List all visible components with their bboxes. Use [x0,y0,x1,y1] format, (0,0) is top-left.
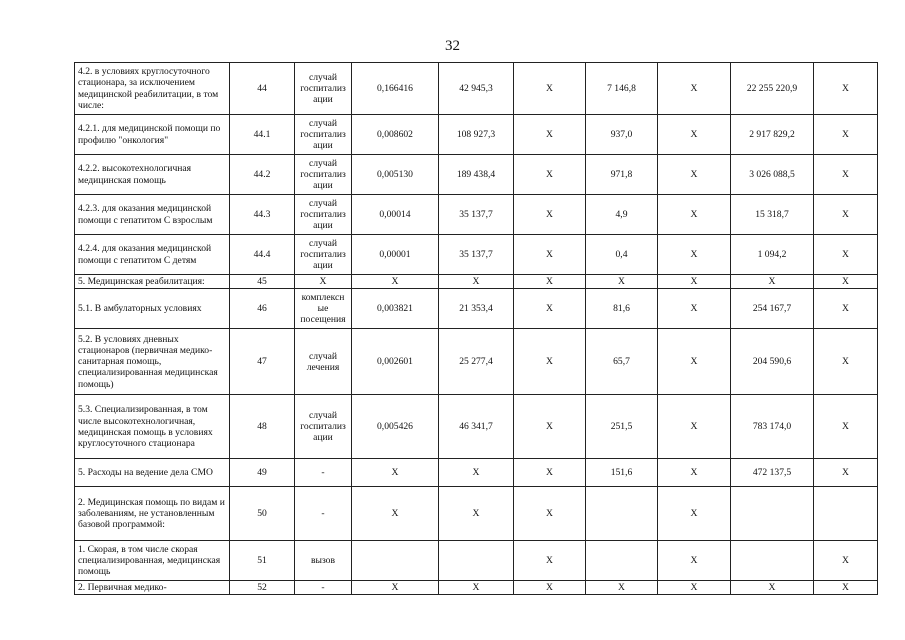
cell-col-x-2: X [658,487,731,541]
cell-per-capita [586,487,658,541]
cell-unit: случай госпитализ ации [295,195,352,235]
cell-total-cost: 254 167,7 [731,289,814,329]
cell-col-x-3: X [814,115,878,155]
cell-row-label: 5.3. Специализированная, в том числе высокотехнологичная, медицинская помощь в условиях круглосуточного стационара [75,395,230,459]
cell-row-label: 5. Медицинская реабилитация: [75,275,230,289]
cell-col-x-2: X [658,235,731,275]
table-row [75,395,878,459]
cell-norm-volume: 0,166416 [352,63,439,115]
cell-col-x-1: X [514,115,586,155]
cell-col-x-2: X [658,275,731,289]
cell-col-x-1: X [514,275,586,289]
cell-norm-cost: 35 137,7 [439,195,514,235]
table-row [75,275,878,289]
cell-col-x-2: X [658,115,731,155]
cell-col-x-1: X [514,329,586,395]
cell-unit: - [295,581,352,595]
cell-norm-volume: X [352,581,439,595]
cell-norm-volume: 0,005130 [352,155,439,195]
table-row [75,459,878,487]
cell-per-capita: 251,5 [586,395,658,459]
cell-row-number: 50 [230,487,295,541]
cell-per-capita: 151,6 [586,459,658,487]
cell-col-x-2: X [658,459,731,487]
cell-unit: случай лечения [295,329,352,395]
cell-row-number: 44.4 [230,235,295,275]
cell-col-x-1: X [514,289,586,329]
cell-row-label: 5. Расходы на ведение дела СМО [75,459,230,487]
cell-row-label: 4.2.1. для медицинской помощи по профилю "онкология" [75,115,230,155]
cell-total-cost: X [731,275,814,289]
cell-unit: - [295,459,352,487]
cell-col-x-3: X [814,155,878,195]
cell-norm-cost: X [439,275,514,289]
cell-col-x-2: X [658,289,731,329]
table-row [75,541,878,581]
cell-row-number: 44.3 [230,195,295,235]
cell-row-label: 2. Первичная медико- [75,581,230,595]
cell-col-x-1: X [514,459,586,487]
cell-unit: случай госпитализ ации [295,115,352,155]
cell-norm-cost [439,541,514,581]
cell-total-cost: X [731,581,814,595]
cell-col-x-3: X [814,195,878,235]
cell-total-cost: 783 174,0 [731,395,814,459]
table-row [75,155,878,195]
cell-norm-cost: 189 438,4 [439,155,514,195]
cell-total-cost: 22 255 220,9 [731,63,814,115]
cell-col-x-3: X [814,289,878,329]
cell-per-capita: 7 146,8 [586,63,658,115]
cell-unit: случай госпитализ ации [295,63,352,115]
cell-row-label: 4.2. в условиях круглосуточного стационара, за исключением медицинской реабилитации, в том числе: [75,63,230,115]
cell-per-capita: 971,8 [586,155,658,195]
cell-per-capita: 4,9 [586,195,658,235]
cell-unit: X [295,275,352,289]
cell-col-x-2: X [658,63,731,115]
cell-unit: вызов [295,541,352,581]
cell-row-number: 44.1 [230,115,295,155]
cell-row-label: 4.2.3. для оказания медицинской помощи с гепатитом С взрослым [75,195,230,235]
cell-per-capita: X [586,275,658,289]
cell-row-number: 51 [230,541,295,581]
cell-unit: комплексн ые посещения [295,289,352,329]
cell-col-x-3 [814,487,878,541]
cell-norm-cost: 25 277,4 [439,329,514,395]
cell-row-label: 5.2. В условиях дневных стационаров (первичная медико-санитарная помощь, специализированная медицинская помощь) [75,329,230,395]
cell-row-number: 52 [230,581,295,595]
cell-row-label: 4.2.2. высокотехнологичная медицинская помощь [75,155,230,195]
cell-norm-cost: 21 353,4 [439,289,514,329]
cell-norm-volume: 0,008602 [352,115,439,155]
cell-norm-cost: X [439,581,514,595]
table-row [75,63,878,115]
cell-norm-volume: 0,005426 [352,395,439,459]
cell-norm-volume: X [352,275,439,289]
cell-per-capita: 81,6 [586,289,658,329]
cell-row-label: 1. Скорая, в том числе скорая специализированная, медицинская помощь [75,541,230,581]
cell-unit: случай госпитализ ации [295,395,352,459]
cell-unit: - [295,487,352,541]
table-row [75,115,878,155]
cell-norm-volume: 0,00014 [352,195,439,235]
cell-col-x-2: X [658,395,731,459]
cell-total-cost: 3 026 088,5 [731,155,814,195]
cell-col-x-1: X [514,63,586,115]
cell-norm-cost: 46 341,7 [439,395,514,459]
cell-col-x-3: X [814,581,878,595]
cell-total-cost: 1 094,2 [731,235,814,275]
cell-total-cost [731,487,814,541]
cell-total-cost [731,541,814,581]
cell-norm-volume: 0,002601 [352,329,439,395]
cell-col-x-3: X [814,235,878,275]
cell-col-x-2: X [658,195,731,235]
cell-row-number: 48 [230,395,295,459]
cell-norm-volume: X [352,459,439,487]
cell-col-x-2: X [658,329,731,395]
cell-norm-volume: 0,00001 [352,235,439,275]
table-row [75,235,878,275]
cell-col-x-1: X [514,487,586,541]
cell-col-x-1: X [514,155,586,195]
cell-per-capita: X [586,581,658,595]
cell-col-x-1: X [514,541,586,581]
cell-col-x-3: X [814,63,878,115]
cell-col-x-3: X [814,541,878,581]
cell-per-capita [586,541,658,581]
cell-norm-volume [352,541,439,581]
cell-norm-cost: X [439,487,514,541]
cell-col-x-3: X [814,459,878,487]
cell-row-number: 46 [230,289,295,329]
cell-per-capita: 937,0 [586,115,658,155]
cell-col-x-1: X [514,581,586,595]
cell-row-number: 44.2 [230,155,295,195]
table-row [75,487,878,541]
cell-total-cost: 2 917 829,2 [731,115,814,155]
cell-row-label: 4.2.4. для оказания медицинской помощи с гепатитом С детям [75,235,230,275]
cell-row-number: 49 [230,459,295,487]
cell-col-x-3: X [814,275,878,289]
table-row [75,289,878,329]
page-number: 32 [445,38,460,54]
cell-total-cost: 472 137,5 [731,459,814,487]
cell-col-x-1: X [514,195,586,235]
data-table [74,62,878,595]
table-row [75,581,878,595]
cell-row-number: 47 [230,329,295,395]
cell-row-label: 5.1. В амбулаторных условиях [75,289,230,329]
cell-norm-volume: 0,003821 [352,289,439,329]
cell-total-cost: 15 318,7 [731,195,814,235]
cell-norm-cost: 35 137,7 [439,235,514,275]
cell-row-number: 45 [230,275,295,289]
cell-per-capita: 0,4 [586,235,658,275]
cell-norm-cost: 108 927,3 [439,115,514,155]
cell-col-x-1: X [514,395,586,459]
cell-norm-cost: 42 945,3 [439,63,514,115]
cell-norm-cost: X [439,459,514,487]
cell-col-x-2: X [658,581,731,595]
cell-col-x-2: X [658,541,731,581]
table-row [75,329,878,395]
cell-col-x-2: X [658,155,731,195]
cell-row-label: 2. Медицинская помощь по видам и заболеваниям, не установленным базовой программой: [75,487,230,541]
cell-total-cost: 204 590,6 [731,329,814,395]
cell-col-x-1: X [514,235,586,275]
cell-row-number: 44 [230,63,295,115]
cell-norm-volume: X [352,487,439,541]
cell-per-capita: 65,7 [586,329,658,395]
table-row [75,195,878,235]
cell-col-x-3: X [814,395,878,459]
cell-unit: случай госпитализ ации [295,155,352,195]
cell-col-x-3: X [814,329,878,395]
cell-unit: случай госпитализ ации [295,235,352,275]
